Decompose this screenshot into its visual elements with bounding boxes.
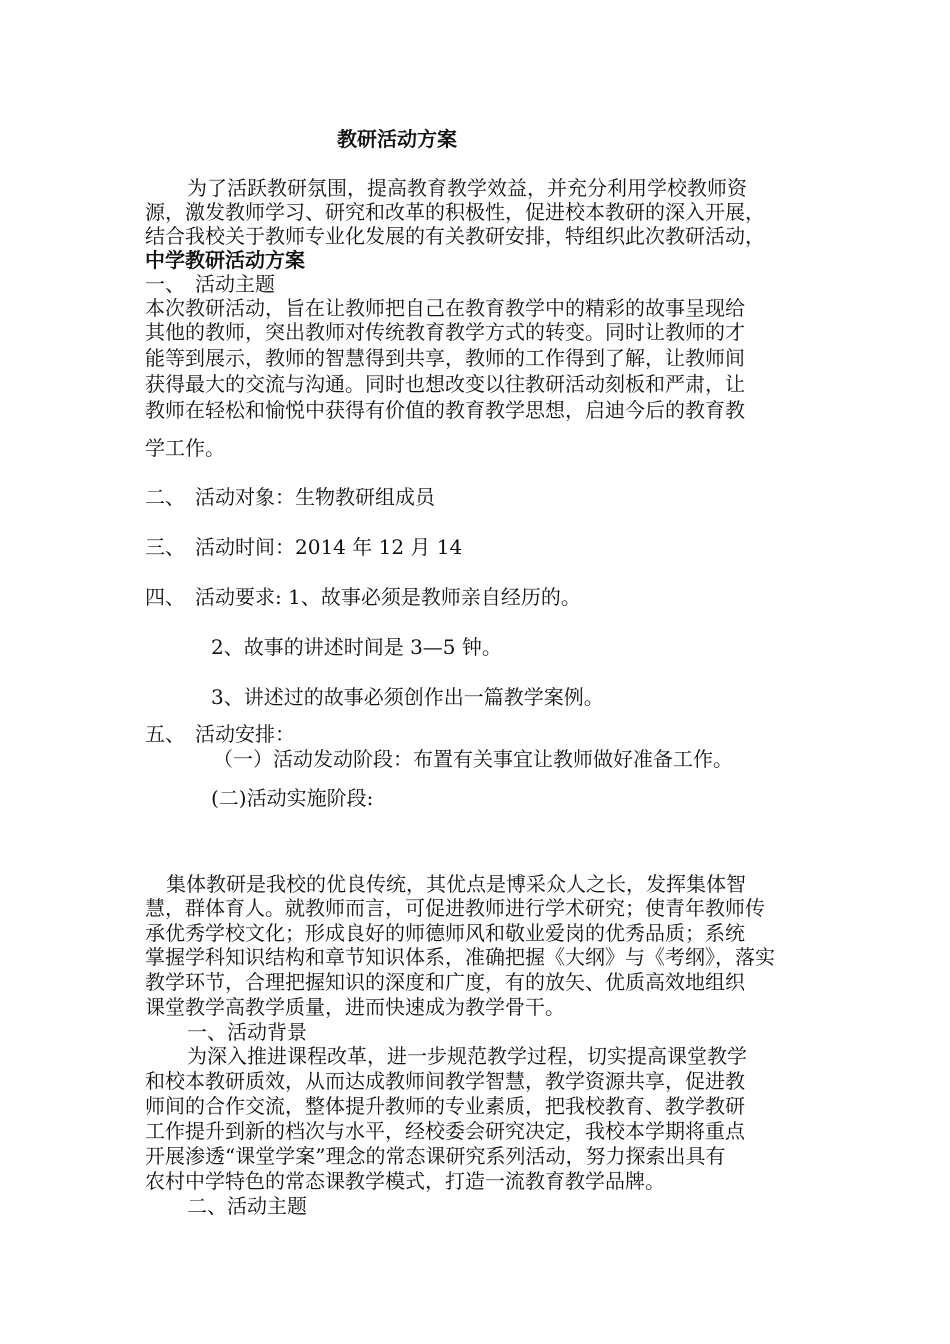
section-4 [145, 585, 825, 609]
part2-body-line: 开展渗透“课堂学案”理念的常态课研究系列活动，努力探索出具有 [145, 1144, 726, 1168]
section-number: 四、 [145, 585, 185, 609]
intro-line: 结合我校关于教师专业化发展的有关教研安排，特组织此次教研活动， [145, 224, 765, 248]
section-1-line: 学工作。 [145, 436, 225, 460]
subtitle: 中学教研活动方案 [145, 248, 305, 272]
section-1-line: 能等到展示，教师的智慧得到共享，教师的工作得到了解，让教师间 [145, 346, 745, 370]
section-1-heading [145, 272, 825, 296]
phase-item: （一）活动发动阶段：布置有关事宜让教师做好准备工作。 [213, 747, 733, 771]
section-title: 活动主题 [195, 272, 275, 296]
phase-item: (二)活动实施阶段: [211, 786, 374, 810]
section-5 [145, 722, 825, 746]
section-1-line: 本次教研活动，旨在让教师把自己在教育教学中的精彩的故事呈现给 [145, 296, 745, 320]
part2-intro-line: 集体教研是我校的优良传统，其优点是博采众人之长，发挥集体智 [166, 872, 746, 896]
requirement-item: 3、讲述过的故事必须创作出一篇教学案例。 [211, 685, 604, 709]
part2-intro-line: 掌握学科知识结构和章节知识体系，准确把握《大纲》与《考纲》，落实 [145, 945, 775, 969]
section-text: 活动对象：生物教研组成员 [195, 485, 435, 509]
section-text: 活动时间：2014 年 12 月 14 [195, 535, 463, 559]
part2-heading: 二、活动主题 [187, 1194, 307, 1218]
document-title: 教研活动方案 [337, 127, 457, 151]
section-text: 活动要求: 1、故事必须是教师亲自经历的。 [195, 585, 581, 609]
section-1-line: 教师在轻松和愉悦中获得有价值的教育教学思想，启迪今后的教育教 [145, 398, 745, 422]
part2-heading: 一、活动背景 [187, 1020, 307, 1044]
section-1-line: 其他的教师，突出教师对传统教育教学方式的转变。同时让教师的才 [145, 320, 745, 344]
part2-body-line: 师间的合作交流，整体提升教师的专业素质，把我校教育、教学教研 [145, 1094, 745, 1118]
section-number: 五、 [145, 722, 185, 746]
part2-intro-line: 承优秀学校文化；形成良好的师德师风和敬业爱岗的优秀品质；系统 [145, 921, 745, 945]
part2-intro-line: 课堂教学高教学质量，进而快速成为教学骨干。 [145, 995, 565, 1019]
requirement-item: 2、故事的讲述时间是 3—5 钟。 [211, 635, 502, 659]
section-2 [145, 485, 825, 509]
section-1-line: 获得最大的交流与沟通。同时也想改变以往教研活动刻板和严肃，让 [145, 372, 745, 396]
intro-line: 为了活跃教研氛围，提高教育教学效益，并充分利用学校教师资 [187, 176, 747, 200]
part2-body-line: 和校本教研质效，从而达成教师间教学智慧，教学资源共享，促进教 [145, 1069, 745, 1093]
section-3 [145, 535, 825, 559]
section-title: 活动安排： [195, 722, 295, 746]
part2-body-line: 工作提升到新的档次与水平，经校委会研究决定，我校本学期将重点 [145, 1119, 745, 1143]
section-number: 二、 [145, 485, 185, 509]
part2-intro-line: 教学环节，合理把握知识的深度和广度，有的放矢、优质高效地组织 [145, 970, 745, 994]
part2-intro-line: 慧，群体育人。就教师而言，可促进教师进行学术研究；使青年教师传 [145, 896, 765, 920]
part2-body-line: 农村中学特色的常态课教学模式，打造一流教育教学品牌。 [145, 1169, 665, 1193]
intro-line: 源，激发教师学习、研究和改革的积极性，促进校本教研的深入开展， [145, 200, 765, 224]
section-number: 三、 [145, 535, 185, 559]
section-number: 一、 [145, 272, 185, 296]
part2-body-line: 为深入推进课程改革，进一步规范教学过程，切实提高课堂教学 [187, 1044, 747, 1068]
